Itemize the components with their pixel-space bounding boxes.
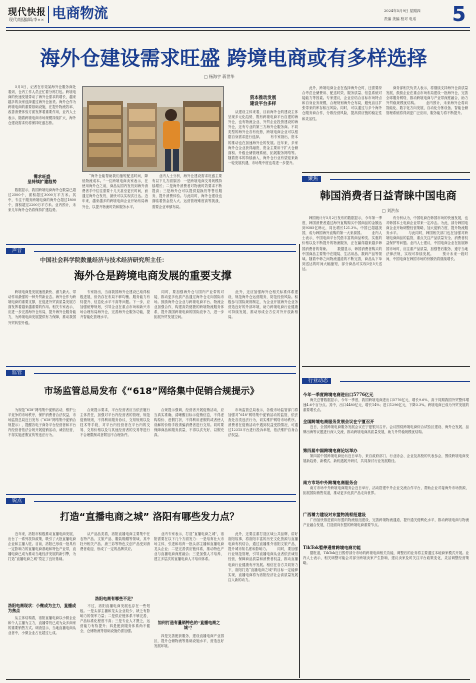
korea-byline: □ 刘洪东: [382, 208, 400, 213]
opinion-col-2: 专家指出，当前我国海外仓建设已取得积极进展，但仍存在布局不够均衡、服务能力有待提升、信息化水平不高等问题。下一步，应加强统筹规划，引导企业在重点市场和新兴市场合理布局海外仓，完善海外仓服务功能，提升智能化管理水平。: [80, 290, 150, 320]
focus-col-3b: 四是完善配套服务，建设直播电商产业园区，提升仓储物流等基础设施水平，营造良好发展环境。: [154, 634, 224, 649]
staff-line: 责编 美编 校对 电话: [384, 17, 417, 21]
masthead-rule: [6, 27, 470, 28]
industry-label-rule: [340, 381, 470, 382]
focus-sub-2: 洛阳电商有哪些不足？: [95, 596, 135, 601]
supervision-col-4: 市场监管总局表示，各级市场监管部门将加强对“618”网络集中促销活动的监管，依法查处各类违法行为，切实维护网络市场秩序。消费者在促销活动中遇到权益受损情况，可通过12315平台进行投诉举报，依法维护自身合法权益。: [228, 408, 298, 438]
opinion-label-rule: [34, 251, 296, 252]
page-number: 5: [452, 2, 466, 26]
section-title: 电商物流: [52, 6, 108, 22]
opinion-col-1: 跨境电商是发展速度最快、潜力最大、带动作用最强的一种外贸新业态。海外仓作为跨境电商的重要支撑，在促进外贸高质量发展方面发挥着越来越重要的作用。相关专家表示，应进一步完善海外仓布局，提升海外仓服务能力，为跨境电商发展提供有力保障，推动我国外贸转型升级。: [8, 290, 76, 325]
industry-item-3-body: 第四届中国跨境电商论坛近日举办，来自政府部门、行业协会、企业及高校的代表参会，围绕跨境电商发展新趋势、新模式、新机遇展开研讨，共同探讨行业发展路径。: [303, 454, 469, 464]
industry-item-3-title: 第四届中国跨境电商论坛举办: [303, 448, 358, 453]
supervision-label-rule: [34, 373, 296, 374]
lead-headline: 海外仓建设需求旺盛 跨境电商或有多样选择: [40, 46, 427, 70]
supervision-col-2: 合规提示要求，平台经营者应当依法履行主体责任，加强对平台内经营者的管理，规范促销规则，不得利用服务协议、交易规则以及技术等手段，对平台内经营者在平台内的交易、交易价格以及与其他经营者的交易等进行不合理限制或者附加不合理条件。: [80, 408, 150, 438]
industry-item-5-body: 广西加快推进面向东盟的物流枢纽建设，完善跨境物流通道，提升通关便利化水平，推动跨境电商与物流产业融合发展，打造面向东盟的跨境电商重要节点。: [303, 518, 469, 528]
opinion-kicker: 中国社会科学院数量经济与技术经济研究所主任：: [40, 258, 168, 264]
focus-col-4: 此外，还要注重打造区域公共品牌，讲好洛阳故事，将洛阳丰富的历史文化资源与直播电商有机结合，通过直播推介洛阳文旅产品，提升城市知名度和影响力。 同时，要加强行业规范管理，引导直播电商从业者依法诚信经营，保障商品质量和消费者权益，推动直播电商行业健康有序发展。相信在各方共同努力下，洛阳打造“直播电商之城”的目标一定能够实现，直播电商将为洛阳经济社会高质量发展注入新的动力。: [228, 532, 298, 582]
lead-col-4: 从建设主体来看，目前海外仓的建设主体呈现多元化趋势，既有跨境电商平台自建的海外仓，也有物流企业、外贸企业投资建设的海外仓，还有专业的第三方海外仓服务商。不同类型的海外仓各有优势，跨境电商企业可以根据自身需求进行选择。 有专家指出，资本的推动也在加速海外仓的发展。近年来，多家海外仓企业获得融资，资金主要用于扩大仓储面积、升级仓储管理系统、拓展服务网络等。随着资本的持续涌入，海外仓行业有望迎来新一轮发展机遇，市场集中度也将进一步提升。: [228, 110, 298, 165]
industry-item-2-body: 近日，全国跨境电商服务发展会议在宁夏银川召开。会议围绕跨境电商综合试验区建设、海外仓发展、品牌出海等议题进行深入交流，推动跨境电商高质量发展，助力外贸稳规模优结构。: [303, 425, 469, 435]
lead-col-5: 此外，跨境电商企业在选择海外仓时，还需要综合考虑仓储费用、配送时效、服务质量、信息系统对接能力等因素。专家建议，企业应结合目标市场特点和自身业务规模，合理规划海外仓布局，避免盲目扩张带来的库存积压风险。同时，可以通过与多个海外仓服务商合作，分散经营风险，提高供应链的稳定性和灵活性。: [302, 86, 382, 121]
opinion-label: 声音: [6, 248, 25, 254]
paper-logo: 现代快报: [8, 8, 47, 18]
lead-col-1b: 数据显示，我国跨境电商海外仓数量已超过2500个，面积超过3000万平方米。其中，专注于服务跨境电商的海外仓超过1800个，面积超过2200万平方米。业内预计，未来几年海外仓仍将保持扩建趋势。: [8, 188, 76, 213]
korea-headline: 韩国消费者日益青睐中国电商: [320, 190, 457, 202]
industry-item-6-title: TikTok暂停通常跨境电商功能: [303, 545, 361, 550]
masthead: [0, 0, 476, 36]
industry-item-1-title: 今年一季度跨境电商进出口5776亿元: [303, 392, 374, 397]
focus-headline: 打造“直播电商之城” 洛阳有哪些发力点？: [60, 512, 240, 523]
lead-col-6: 商务部相关负责人表示，将继续支持海外仓高质量发展，鼓励企业在重点市场布局建设一批海外仓，完善全球服务网络，推动跨境电商与产业带深度融合，助力外贸稳规模优结构。 业内预计，未来海外仓将向智能化、数字化方向发展，自动化分拣设备、智能仓储管理系统将得到更广泛应用，服务能力将不断提升。: [386, 86, 468, 116]
supervision-top-rule: [6, 366, 296, 367]
korea-col-2: 有分析认为，中国电商在韩国市场的快速发展，也对韩国本土电商企业带来一定冲击。为此，部分韩国电商企业开始调整经营策略，加大促销力度，提升物流服务水平。 与此同时，韩国相关部门也在加强对跨境电商商品的监管，重点关注产品质量安全、消费者权益保护等问题。业内人士建议，中国电商企业在拓展韩国市场时，应注重产品质量，加强售后服务，遵守当地法律法规，实现可持续发展。 预计未来一段时间，中国电商在韩国市场的份额仍将继续增长。: [386, 216, 468, 261]
industry-item-2-title: 全国跨境电商服务发展会议在宁夏召开: [303, 419, 375, 424]
korea-top-rule: [302, 172, 470, 173]
paper-sub: 现代商报: [9, 17, 25, 22]
industry-item-6-body: 据报道，TikTok近日暂停部分市场的跨境电商相关功能，调整后的业务将主要通过本地商家模式开展。业内人士表示，相关调整可能会对部分跨境卖家产生影响，建议卖家及时关注平台政策变化，灵活调整经营策略。: [303, 551, 469, 566]
focus-col-2b: 不过，洛阳直播电商发展也存在一些短板。一是头部主播和龙头企业较少，缺乏有影响力的领军力量；二是供应链体系不够完善，产品标准化程度不高；三是专业人才匮乏，运营能力有待提升；四是配套服务体系尚不健全，仓储物流等基础设施仍需加强。: [80, 604, 150, 634]
supervision-col-1: 为规范“618”网络集中促销活动，维护公平竞争的市场秩序，保护消费者合法权益，市场监管总局近日发布《“618”网络集中促销合规提示》，提醒各电子商务平台经营者和平台内经营者依法合规开展促销活动，诚信经营，不得实施虚假宣传等违法行为。: [8, 408, 76, 438]
focus-top-rule: [6, 494, 296, 495]
warehouse-photo: [83, 87, 223, 171]
focus-sub-3: 如何打造有量销特色的“直播电商之城”？: [157, 620, 221, 631]
supervision-headline: 市场监管总局发布《“618”网络集中促销合规提示》: [44, 386, 260, 397]
supervision-label: 监管: [6, 370, 25, 376]
focus-label: 锐点: [6, 498, 25, 504]
lead-col-2: “海外仓能帮助我们缩短配送时间，降低物流成本。”一位跨境电商卖家表示，在使用海外仓之前，商品从国内发货到海外消费者手中往往需要十几天甚至更长时间，而通过海外仓发货，最快可以实现次日达。近年来，越来越多的跨境电商企业开始布局海外仓，以提升物流时效和服务水平。: [82, 174, 148, 209]
lead-byline: □ 杨海宇 蒋世华: [204, 74, 235, 79]
opinion-col-4: 此外，还应加强海外仓相关标准体系建设，规范海外仓运营服务，防范经营风险。积极参与国际规则制定，为企业开展海外仓业务营造良好的外部环境，助力跨境电商行业健康可持续发展，推动形成全方位对外开放新格局。: [228, 290, 298, 320]
bottom-rule: [6, 679, 470, 680]
korea-col-1: 韩国统计厅5月2日发布的数据显示，今年第一季度，韩国消费者通过海外直购购买中国商品的金额达到9385亿韩元，同比增长121.3%。中国已超越美国，成为韩国海外直购的第一大来源国。 业内人士表示，中国电商平台凭借丰富的商品种类、实惠的价格以及不断提升的物流服务，正在赢得越来越多韩国消费者的青睐。 数据显示，韩国消费者购买的中国商品主要集中在服装、生活用品、数码产品等领域。随着中韩之间物流通道的不断完善，商品从下单到送达的时间大幅缩短，部分商品可实现3至5天送达。: [302, 216, 382, 271]
industry-label: 行业动态: [302, 378, 331, 384]
focus-label-rule: [34, 501, 296, 502]
focus-col-1b: 从主体结构看，洛阳直播电商以小微企业和个人主播为主力，直播带货已成为众多商家的重要销售方式。调查显示，当地直播电商从业者中，小微企业占比超过七成。: [8, 616, 76, 636]
lead-col-3: 业内人士分析，海外仓建设需求旺盛主要有以下几方面原因：一是跨境电商交易规模持续增长；二是海外消费者对物流时效要求不断提高；三是海外仓可以提供退换货等售后服务，提升消费体验。与此同时，海外仓建设也面临着资金投入大、运营管理难度高等挑战，需要企业审慎布局。: [152, 174, 222, 209]
industry-item-5-title: 广西着力建设对东盟物流枢纽建设: [303, 512, 366, 517]
lead-photo: [82, 86, 224, 172]
industry-top-rule: [302, 366, 470, 367]
supervision-col-3: 合规提示强调，经营者开展促销活动，应当真实准确，清晰醒目标示促销信息，不得虚构原价、虚假打折，不得利用虚假的或者使人误解的价格手段诱骗消费者进行交易。同时要保障商品和服务质量，不得以次充好、以假充真。: [154, 408, 224, 438]
date-line: 2024年5月9日 星期四: [384, 9, 421, 13]
edition-code: 编辑/李××: [24, 17, 45, 22]
focus-col-2: 从产品品类看，洛阳直播电商主要集中在农特产品、文旅产品、服装鞋帽等领域，其中牡丹相关产品、唐三彩等特色文创产品受到消费者欢迎，形成了一定的品牌效应。: [80, 532, 150, 552]
opinion-top-rule: [6, 244, 296, 245]
korea-label-rule: [330, 179, 470, 180]
lead-sub-head: 资本推动发展 建设平台多样: [249, 96, 277, 107]
industry-item-4-body: 南方市场中外跨境电商服务会近日举行，活动搭建中外企业交流合作平台，帮助企业对接海外市场资源，拓展国际销售渠道，推动更多优质产品走向世界。: [303, 486, 469, 496]
lead-side-label: 需求旺盛 呈持续扩建趋势: [27, 174, 57, 185]
opinion-headline: 海外仓是跨境电商发展的重要支撑: [74, 270, 232, 282]
opinion-col-3: 同时，要加强海外仓与国内产业带的对接，推动更多优质产品通过海外仓走向国际市场。鼓励海外仓企业与跨境电商平台、物流企业加强合作，构建高效便捷的跨境物流服务体系，提升我国跨境电商的国际竞争力，进一步拓展外贸发展空间。: [154, 290, 224, 320]
industry-item-1-body: 海关总署数据显示，今年一季度，我国跨境电商进出口5776亿元，增长9.6%，高于同期我国外贸整体增速4.6个百分点。其中，出口4480亿元，增长14%；进口1296亿元，下降3.3%。跨境电商已成为外贸发展的重要增长点。: [303, 398, 469, 413]
focus-col-1: 近年来，洛阳市积极推动直播电商发展，出台了一系列扶持政策，吸引了大批直播电商企业和主播入驻。目前，洛阳已形成一批具有一定影响力的直播电商基地和特色产业带，直播电商已成为推动当地经济发展的新引擎，为打造“直播电商之城”奠定了良好基础。: [8, 532, 76, 562]
focus-col-3: 业内专家表示，打造“直播电商之城”，洛阳需要在以下几个方面发力：一是培育壮大市场主体，引进和培育一批头部主播和直播电商龙头企业；二是完善供应链体系，推动特色产业与直播电商深度融合；三是加强人才培养，建立多层次的直播电商人才培训体系。: [154, 532, 224, 562]
industry-item-4-title: 南方市场中外跨境电商服务会: [303, 480, 358, 485]
focus-sub-1: 洛阳电商现状：小微成为主力，直播成为焦点: [8, 603, 76, 614]
lead-col-1: 5月5日，记者在东莞某海外仓服务商处看到，仓内工作人员正忙着分拣打包。跨境电商的快速发展带动了海外仓需求的增长，越来越多的卖家选择通过海外仓备货。海外仓作为跨境电商的重要基础设施，在提升物流效率、改善消费体验方面发挥着重要作用，业内人士表示，随着跨境电商市场规模持续扩大，海外仓建设需求仍将保持旺盛态势。: [8, 85, 76, 125]
masthead-divider: [48, 6, 49, 23]
korea-label: 聚焦: [302, 176, 321, 182]
